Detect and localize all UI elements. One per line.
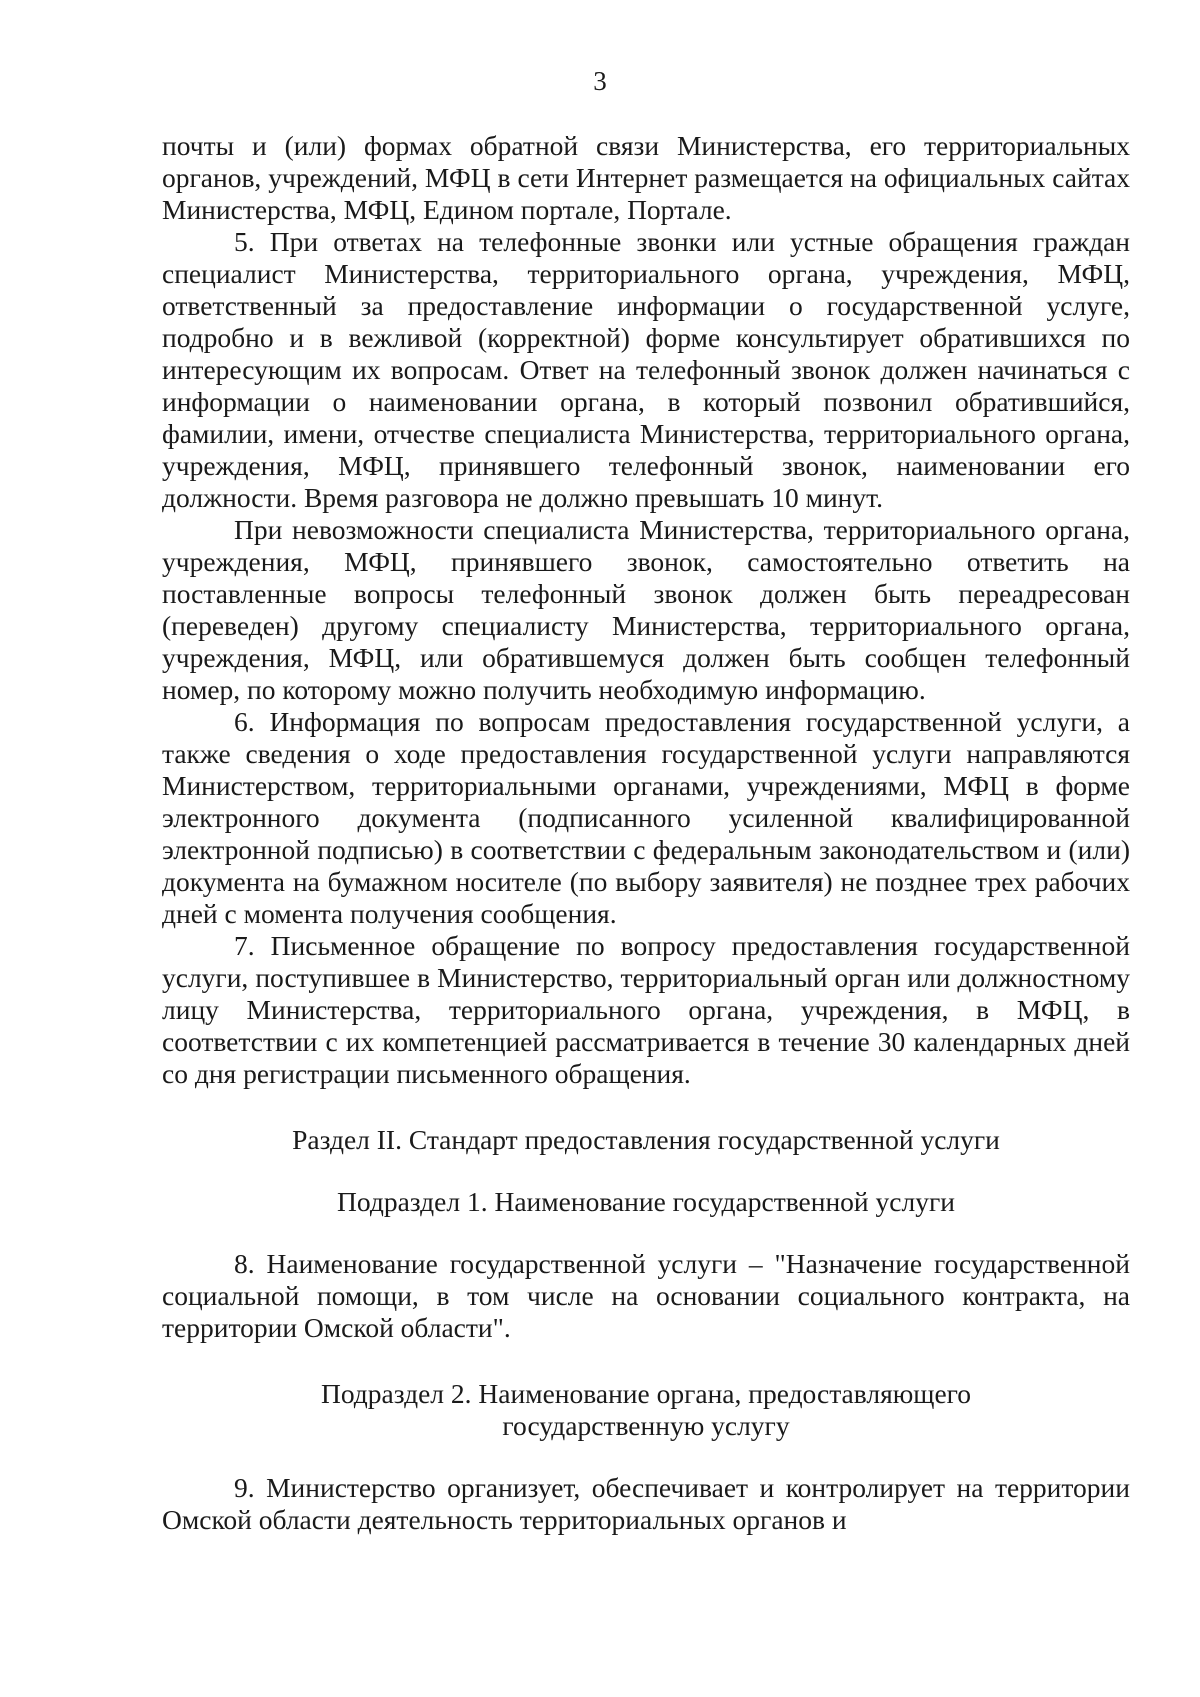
paragraph-continuation: почты и (или) формах обратной связи Министерства, его территориальных органов, учреждений, МФЦ в сети Интернет размещается на официальных сайтах Министерства, МФЦ, Едином портале, Портале.: [162, 130, 1130, 225]
paragraph-8: 8. Наименование государственной услуги – "Назначение государственной социальной помощи, в том числе на основании социального контракта, на территории Омской области".: [162, 1248, 1130, 1343]
paragraph-6: 6. Информация по вопросам предоставления государственной услуги, а также сведения о ходе предоставления государственной услуги направляются Министерством, территориальными органами, учреждениями, МФЦ в форме электронного документа (подписанного усиленной квалифицированной электронной подписью) в соответствии с федеральным законодательством и (или) документа на бумажном носителе (по выбору заявителя) не позднее трех рабочих дней с момента получения сообщения.: [162, 706, 1130, 929]
spacer: [162, 1344, 1130, 1378]
subsection-2-heading-line-2: государственную услугу: [502, 1410, 790, 1441]
section-heading: Раздел II. Стандарт предоставления государственной услуги: [292, 1124, 1000, 1155]
subsection-1-heading: Подраздел 1. Наименование государственной услуги: [337, 1186, 955, 1217]
paragraph-9: 9. Министерство организует, обеспечивает и контролирует на территории Омской области деятельность территориальных органов и: [162, 1472, 1130, 1535]
document-body: [162, 130, 1130, 1536]
subsection-2-heading-line-1: Подраздел 2. Наименование органа, предоставляющего: [320, 1378, 972, 1409]
spacer: [162, 1442, 1130, 1472]
paragraph-5: 5. При ответах на телефонные звонки или устные обращения граждан специалист Министерства, территориального органа, учреждения, МФЦ, ответственный за предоставление информации о государственной услуге, подробно и в вежливой (корректной) форме консультирует обратившихся по интересующим их вопросам. Ответ на телефонный звонок должен начинаться с информации о наименовании органа, в который позвонил обратившийся, фамилии, имени, отчестве специалиста Министерства, территориального органа, учреждения, МФЦ, принявшего телефонный звонок, наименовании его должности. Время разговора не должно превышать 10 минут.: [162, 226, 1130, 513]
spacer: [162, 1156, 1130, 1186]
paragraph-5-continued: При невозможности специалиста Министерства, территориального органа, учреждения, МФЦ, принявшего звонок, самостоятельно ответить на поставленные вопросы телефонный звонок должен быть переадресован (переведен) другому специалисту Министерства, территориального органа, учреждения, МФЦ, или обратившемуся должен быть сообщен телефонный номер, по которому можно получить необходимую информацию.: [162, 514, 1130, 705]
paragraph-7: 7. Письменное обращение по вопросу предоставления государственной услуги, поступившее в Министерство, территориальный орган или должностному лицу Министерства, территориального органа, учреждения, в МФЦ, в соответствии с их компетенцией рассматривается в течение 30 календарных дней со дня регистрации письменного обращения.: [162, 930, 1130, 1089]
page-number: 3: [593, 66, 607, 96]
spacer: [162, 1090, 1130, 1124]
spacer: [162, 1218, 1130, 1248]
